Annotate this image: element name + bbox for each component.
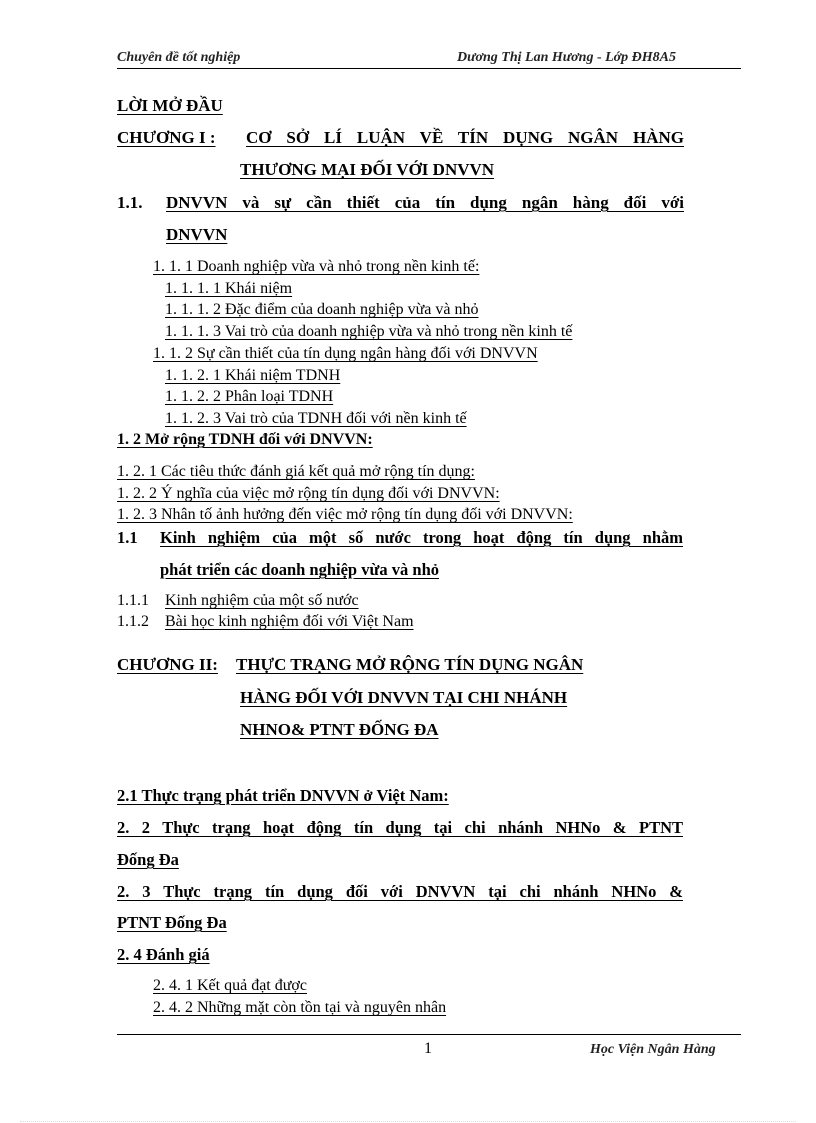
header-right: Dương Thị Lan Hương - Lớp ĐH8A5 (457, 50, 677, 65)
toc-item[interactable]: 2. 4. 1 Kết quả đạt được (153, 977, 307, 994)
section-1-1-title-line2[interactable]: DNVVN (166, 225, 228, 244)
intro-heading[interactable]: LỜI MỞ ĐẦU (117, 96, 223, 115)
section-1-1-number: 1.1. (117, 193, 143, 212)
toc-item[interactable]: 1. 1. 1. 2 Đặc điểm của doanh nghiệp vừa và nhỏ (165, 301, 479, 318)
chapter1-label[interactable]: CHƯƠNG I : (117, 128, 216, 147)
page-bottom-edge (20, 1121, 796, 1122)
chapter1-title-line2[interactable]: THƯƠNG MẠI ĐỐI VỚI DNVVN (240, 160, 495, 179)
toc-item[interactable]: 1. 1. 1. 3 Vai trò của doanh nghiệp vừa và nhỏ trong nền kinh tế (165, 323, 573, 340)
chapter2-label[interactable]: CHƯƠNG II: (117, 655, 218, 674)
chapter1-title-line1[interactable]: CƠ SỞ LÍ LUẬN VỀ TÍN DỤNG NGÂN HÀNG (246, 128, 684, 147)
section-2-2-title-line1[interactable]: 2. 2 Thực trạng hoạt động tín dụng tại chi nhánh NHNo & PTNT (117, 818, 683, 837)
toc-item[interactable]: 2. 4. 2 Những mặt còn tồn tại và nguyên nhân (153, 999, 447, 1016)
section-1-3-title-line1[interactable]: Kinh nghiệm của một số nước trong hoạt động tín dụng nhằm (160, 528, 683, 547)
page-number: 1 (424, 1040, 432, 1057)
toc-item[interactable]: 1. 2. 2 Ý nghĩa của việc mở rộng tín dụng đối với DNVVN: (117, 485, 500, 502)
toc-item[interactable]: Kinh nghiệm của một số nước (165, 592, 359, 609)
section-1-3-number: 1.1 (117, 528, 138, 547)
section-2-2-title-line2[interactable]: Đống Đa (117, 850, 179, 869)
toc-item[interactable]: 1. 1. 1 Doanh nghiệp vừa và nhỏ trong nền kinh tế: (153, 258, 480, 275)
chapter2-title-line1[interactable]: THỰC TRẠNG MỞ RỘNG TÍN DỤNG NGÂN (236, 655, 584, 674)
toc-item[interactable]: 1. 1. 2. 1 Khái niệm TDNH (165, 367, 341, 384)
section-1-3-title-line2[interactable]: phát triển các doanh nghiệp vừa và nhỏ (160, 560, 439, 579)
toc-item[interactable]: Bài học kinh nghiệm đối với Việt Nam (165, 613, 414, 630)
section-1-2-title[interactable]: 1. 2 Mở rộng TDNH đối với DNVVN: (117, 431, 373, 448)
toc-item[interactable]: 1. 1. 1. 1 Khái niệm (165, 280, 293, 297)
chapter2-title-line2[interactable]: HÀNG ĐỐI VỚI DNVVN TẠI CHI NHÁNH (240, 688, 568, 707)
footer-right: Học Viện Ngân Hàng (590, 1042, 716, 1057)
toc-item[interactable]: 1. 1. 2 Sự cần thiết của tín dụng ngân hàng đối với DNVVN (153, 345, 538, 362)
section-2-4-title[interactable]: 2. 4 Đánh giá (117, 945, 210, 964)
header-left: Chuyên đề tốt nghiệp (117, 50, 241, 65)
section-2-1-title[interactable]: 2.1 Thực trạng phát triển DNVVN ở Việt Nam: (117, 786, 449, 805)
section-2-3-title-line1[interactable]: 2. 3 Thực trạng tín dụng đối với DNVVN tại chi nhánh NHNo & (117, 882, 683, 901)
toc-item[interactable]: 1. 2. 1 Các tiêu thức đánh giá kết quả mở rộng tín dụng: (117, 463, 475, 480)
toc-item-number: 1.1.1 (117, 592, 149, 609)
toc-item[interactable]: 1. 1. 2. 3 Vai trò của TDNH đối với nền kinh tế (165, 410, 467, 427)
section-2-3-title-line2[interactable]: PTNT Đống Đa (117, 913, 227, 932)
header-rule (117, 68, 741, 69)
section-1-1-title-line1[interactable]: DNVVN và sự cần thiết của tín dụng ngân hàng đối với (166, 193, 684, 212)
footer-rule (117, 1034, 741, 1035)
toc-item[interactable]: 1. 1. 2. 2 Phân loại TDNH (165, 388, 334, 405)
chapter2-title-line3[interactable]: NHNO& PTNT ĐỐNG ĐA (240, 720, 439, 739)
toc-item-number: 1.1.2 (117, 613, 149, 630)
toc-item[interactable]: 1. 2. 3 Nhân tố ảnh hưởng đến việc mở rộng tín dụng đối với DNVVN: (117, 506, 573, 523)
